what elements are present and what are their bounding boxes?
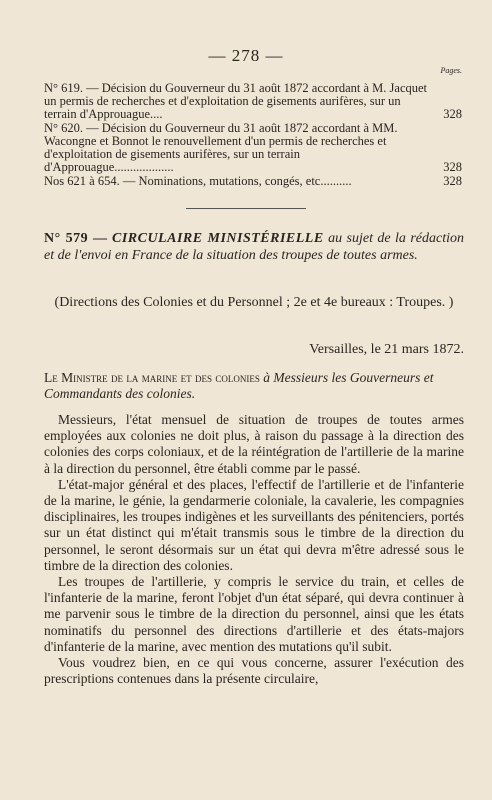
page-number: — 278 —	[208, 46, 284, 65]
table-of-contents	[44, 82, 462, 189]
toc-entry-page: 328	[443, 174, 462, 188]
sender: Le Ministre de la marine et des colonies	[44, 370, 260, 385]
toc-entry-text: Nos 621 à 654. — Nominations, mutations, congés, etc..........	[44, 174, 352, 188]
paragraph: L'état-major général et des places, l'effectif de l'artillerie et de l'infanterie de la marine, le génie, la gendarmerie coloniale, la cavalerie, les compagnies disciplinaires, les troupes indigènes et les surveillants des pénitenciers, portés sur un état distinct qui m'était transmis sous le timbre de la direction du personnel, le seront désormais sur un état qui devra m'être adressé sous le timbre de la direction des colonies.	[44, 476, 464, 573]
circular-heading	[44, 230, 464, 264]
recipients: à Messieurs les Gouverneurs et Commandants des colonies.	[44, 370, 434, 401]
paragraph: Messieurs, l'état mensuel de situation de troupes de toutes armes employées aux colonies ne doit plus, à raison du passage à la direction des colonies des corps coloniaux, et de la réintégration de l'artillerie de la marine à la direction du personnel, être établi comme par le passé.	[44, 412, 464, 476]
toc-entry-page: 328	[443, 107, 462, 121]
paragraph: Vous voudrez bien, en ce qui vous concerne, assurer l'exécution des prescriptions contenues dans la présente circulaire,	[44, 655, 464, 687]
pages-column-label: Pages.	[440, 66, 462, 75]
toc-entry	[44, 82, 462, 121]
toc-entry-text: N° 620. — Décision du Gouverneur du 31 août 1872 accordant à MM. Wacongne et Bonnot le renouvellement d'un permis de recherches et d'exploitation de gisements aurifères, sur un terrain d'Approuague...................	[44, 121, 398, 174]
circular-subject: au sujet de la rédaction et de l'envoi en France de la situation des troupes de toutes armes.	[44, 231, 464, 263]
directions-note: (Directions des Colonies et du Personnel ; 2e et 4e bureaux : Troupes. )	[54, 295, 454, 310]
place-date: Versailles, le 21 mars 1872.	[309, 342, 464, 357]
paragraph: Les troupes de l'artillerie, y compris le service du train, et celles de l'infanterie de la marine, feront l'objet d'un état séparé, qui devra continuer à me parvenir sous le timbre de la direction du personnel, ainsi que les états nominatifs du personnel des directions d'artillerie et des états-majors d'infanterie de la marine, avec mention des mutations qu'il subit.	[44, 574, 464, 654]
body-text	[44, 412, 464, 687]
toc-entry-text: N° 619. — Décision du Gouverneur du 31 août 1872 accordant à M. Jacquet un permis de recherches et d'exploitation de gisements aurifères, sur un terrain d'Approuague....	[44, 81, 428, 121]
section-divider	[186, 208, 306, 209]
toc-entry	[44, 175, 462, 188]
circular-number: N° 579 —	[44, 231, 108, 246]
addressee	[44, 370, 464, 402]
toc-entry	[44, 122, 462, 174]
circular-title: CIRCULAIRE MINISTÉRIELLE	[111, 231, 324, 246]
toc-entry-page: 328	[443, 160, 462, 174]
